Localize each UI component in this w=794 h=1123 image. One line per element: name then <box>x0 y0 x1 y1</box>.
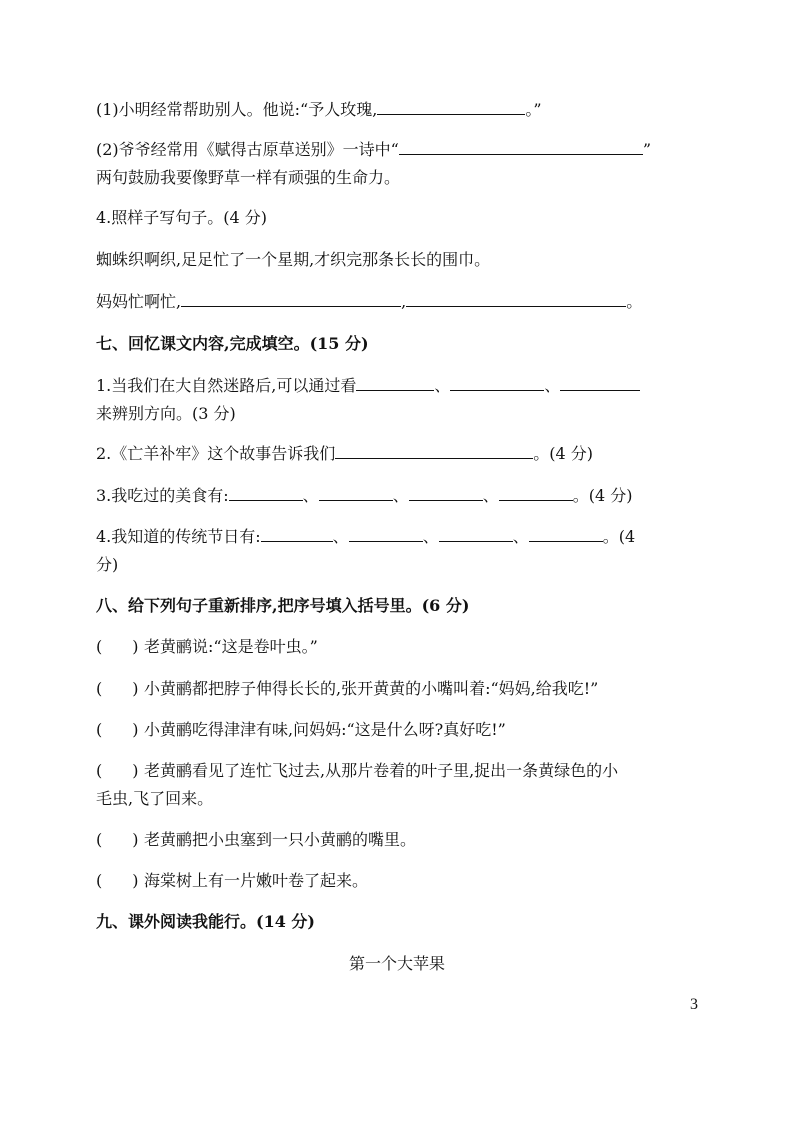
separator: 、 <box>512 527 529 546</box>
q6-fill-suffix: 。 <box>626 292 643 311</box>
separator: 、 <box>482 486 499 505</box>
sec7-q3-suffix: 。(4 分) <box>572 486 633 505</box>
sec8-item <box>96 634 700 660</box>
separator: 、 <box>434 376 451 395</box>
sec7-q2-suffix: 。(4 分) <box>533 444 594 463</box>
sec7-q2-blank[interactable] <box>335 442 533 459</box>
sec7-q3-blank-2[interactable] <box>319 484 393 501</box>
sentence-text: 海棠树上有一片嫩叶卷了起来。 <box>144 871 369 890</box>
sentence-text: 老黄鹂说:“这是卷叶虫。” <box>144 637 318 656</box>
q6-item2-prefix: (2)爷爷经常用《赋得古原草送别》一诗中“ <box>96 140 399 159</box>
sec7-q4-blank-1[interactable] <box>261 525 333 542</box>
sec8-item <box>96 827 700 853</box>
q6-fill-blank-2[interactable] <box>406 290 626 307</box>
q6-item2-suffix: ” <box>642 140 652 159</box>
sec7-q3-blank-1[interactable] <box>229 484 303 501</box>
q6-fill <box>96 289 700 315</box>
sec7-q3-prefix: 3.我吃过的美食有: <box>96 486 229 505</box>
sec8-item-line2: 毛虫,飞了回来。 <box>96 789 214 808</box>
sec7-q3-blank-4[interactable] <box>499 484 573 501</box>
q6-item1-blank[interactable] <box>377 98 525 115</box>
story-title: 第一个大苹果 <box>348 954 445 973</box>
sec7-q1-blank-3[interactable] <box>560 374 640 391</box>
sec7-q1-line2: 来辨别方向。(3 分) <box>96 404 236 423</box>
answer-paren[interactable]: ( ) <box>96 830 139 849</box>
q6-item2-line2: 两句鼓励我要像野草一样有顽强的生命力。 <box>96 168 401 187</box>
sentence-text: 老黄鹂把小虫塞到一只小黄鹂的嘴里。 <box>144 830 417 849</box>
sec7-q2-prefix: 2.《亡羊补牢》这个故事告诉我们 <box>96 444 336 463</box>
q6-item1-suffix: 。” <box>525 100 542 119</box>
answer-paren[interactable]: ( ) <box>96 679 139 698</box>
sec7-title: 七、回忆课文内容,完成填空。(15 分) <box>96 334 369 353</box>
q6-fill-blank-1[interactable] <box>181 290 401 307</box>
sec7-q4-blank-3[interactable] <box>439 525 513 542</box>
answer-paren[interactable]: ( ) <box>96 637 139 656</box>
sec8-title: 八、给下列句子重新排序,把序号填入括号里。(6 分) <box>96 596 470 615</box>
q6-fill-prefix: 妈妈忙啊忙, <box>96 292 182 311</box>
answer-paren[interactable]: ( ) <box>96 871 139 890</box>
sec7-q4-line2: 分) <box>96 555 119 574</box>
sentence-text: 小黄鹂吃得津津有味,问妈妈:“这是什么呀?真好吃!” <box>144 720 506 739</box>
q6-example: 蜘蛛织啊织,足足忙了一个星期,才织完那条长长的围巾。 <box>96 250 491 269</box>
separator: 、 <box>392 486 409 505</box>
answer-paren[interactable]: ( ) <box>96 761 139 780</box>
sec8-item <box>96 868 700 894</box>
sec8-item <box>96 676 700 702</box>
q6-q4-title: 4.照样子写句子。(4 分) <box>96 208 268 227</box>
sec7-q4-prefix: 4.我知道的传统节日有: <box>96 527 261 546</box>
sentence-text: 老黄鹂看见了连忙飞过去,从那片卷着的叶子里,捉出一条黄绿色的小 <box>144 761 619 780</box>
q6-item1-prefix: (1)小明经常帮助别人。他说:“予人玫瑰, <box>96 100 378 119</box>
q6-item2 <box>96 137 700 163</box>
separator: 、 <box>302 486 319 505</box>
sec8-item <box>96 717 700 743</box>
sec8-item <box>96 758 700 784</box>
sec7-q3-blank-3[interactable] <box>409 484 483 501</box>
sec9-title: 九、课外阅读我能行。(14 分) <box>96 912 315 931</box>
sec7-q4-blank-4[interactable] <box>529 525 603 542</box>
separator: 、 <box>544 376 561 395</box>
answer-paren[interactable]: ( ) <box>96 720 139 739</box>
q6-item2-blank[interactable] <box>399 138 643 155</box>
sec7-q3 <box>96 483 700 509</box>
sec7-q2 <box>96 441 700 467</box>
sec7-q4 <box>96 524 700 550</box>
sec7-q1-blank-1[interactable] <box>356 374 434 391</box>
sec7-q1-prefix: 1.当我们在大自然迷路后,可以通过看 <box>96 376 357 395</box>
page-number: 3 <box>690 996 698 1013</box>
sec7-q4-suffix: 。(4 <box>602 527 636 546</box>
q6-item1 <box>96 97 700 123</box>
sec7-q1 <box>96 373 700 399</box>
separator: 、 <box>422 527 439 546</box>
sec7-q1-blank-2[interactable] <box>450 374 544 391</box>
q6-fill-mid: , <box>401 292 407 311</box>
sentence-text: 小黄鹂都把脖子伸得长长的,张开黄黄的小嘴叫着:“妈妈,给我吃!” <box>144 679 599 698</box>
separator: 、 <box>332 527 349 546</box>
sec7-q4-blank-2[interactable] <box>349 525 423 542</box>
